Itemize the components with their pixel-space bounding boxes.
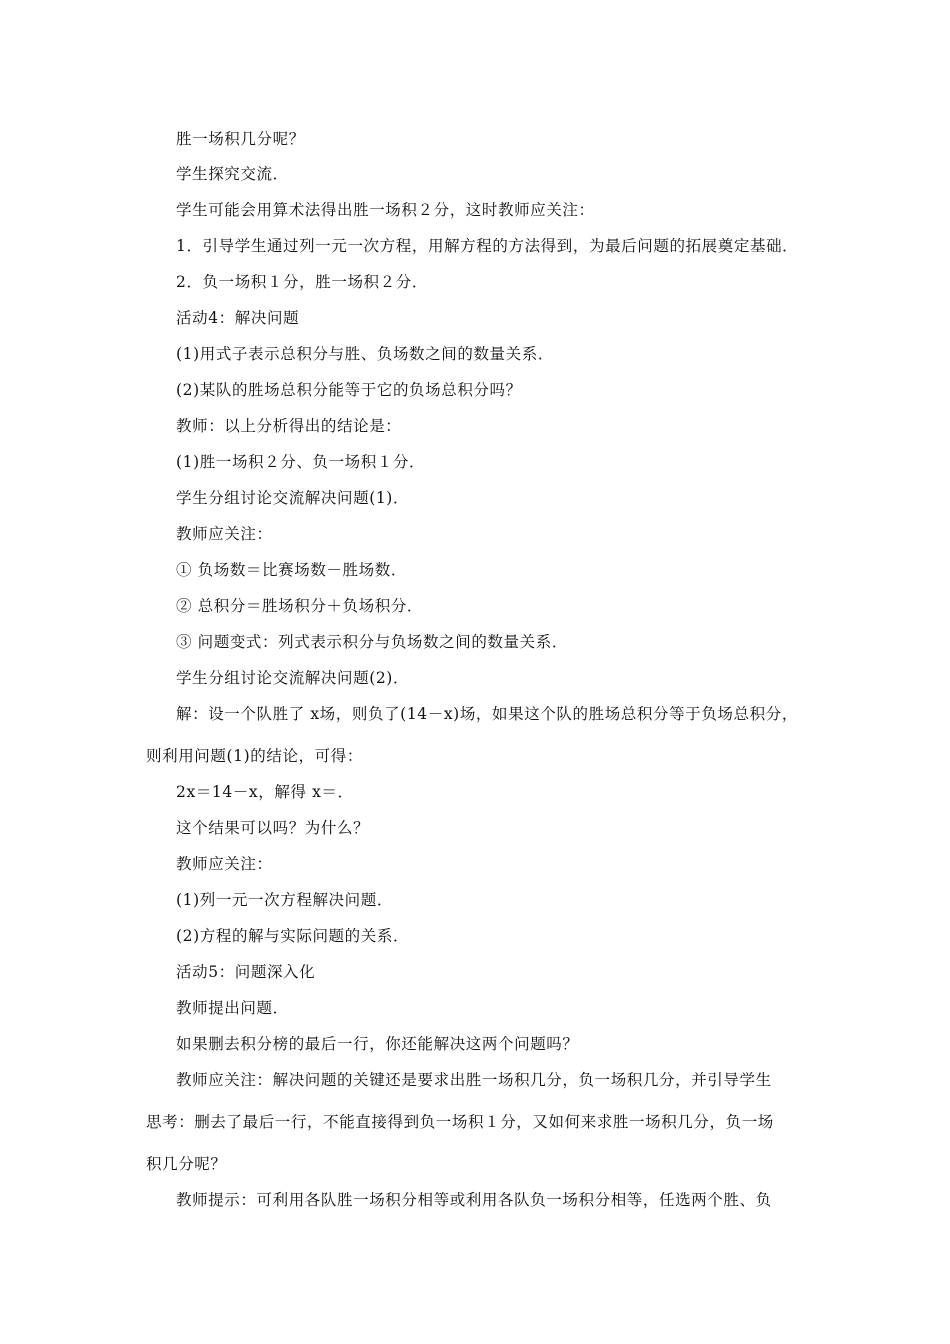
text-line: 教师应关注：解决问题的关键还是要求出胜一场积几分，负一场积几分，并引导学生 [176,1071,772,1089]
text-line: 教师应关注： [176,525,273,543]
text-line: 2．负一场积１分，胜一场积２分． [176,273,428,291]
text-line: 解：设一个队胜了 x场，则负了(14－x)场，如果这个队的胜场总积分等于负场总积分， [176,705,798,723]
text-line: (1)胜一场积２分、负一场积１分． [176,453,426,471]
text-line: (1)用式子表示总积分与胜、负场数之间的数量关系． [176,345,554,363]
text-line: 教师应关注： [176,855,273,873]
text-line: 这个结果可以吗？为什么？ [176,819,370,837]
text-line: 学生分组讨论交流解决问题(2)． [176,669,410,687]
text-line: 思考：删去了最后一行，不能直接得到负一场积１分，又如何来求胜一场积几分，负一场 [146,1113,774,1131]
text-line: 教师提出问题． [176,999,289,1017]
text-line: 教师提示：可利用各队胜一场积分相等或利用各队负一场积分相等，任选两个胜、负 [176,1191,772,1209]
equation-line: 2x＝14－x，解得 x＝． [176,783,354,801]
text-line: 则利用问题(1)的结论，可得： [146,747,363,765]
text-line: (1)列一元一次方程解决问题． [176,891,393,909]
text-line: (2)某队的胜场总积分能等于它的负场总积分吗？ [176,381,522,399]
text-line: ② 总积分＝胜场积分＋负场积分． [176,597,424,615]
text-line: 学生分组讨论交流解决问题(1)． [176,489,410,507]
text-line: ③ 问题变式：列式表示积分与负场数之间的数量关系． [176,633,568,651]
text-line: 学生探究交流． [176,165,289,183]
text-line: 1．引导学生通过列一元一次方程，用解方程的方法得到，为最后问题的拓展奠定基础． [176,237,799,255]
text-line: 胜一场积几分呢？ [176,130,305,148]
text-line: (2)方程的解与实际问题的关系． [176,927,410,945]
text-line: ① 负场数＝比赛场数－胜场数． [176,561,407,579]
text-line: 教师：以上分析得出的结论是： [176,417,402,435]
text-line: 积几分呢？ [146,1155,227,1173]
activity-heading: 活动4：解决问题 [176,309,300,327]
text-line: 如果删去积分榜的最后一行，你还能解决这两个问题吗？ [176,1035,579,1053]
activity-heading: 活动5：问题深入化 [176,963,316,981]
text-line: 学生可能会用算术法得出胜一场积２分，这时教师应关注： [176,201,595,219]
